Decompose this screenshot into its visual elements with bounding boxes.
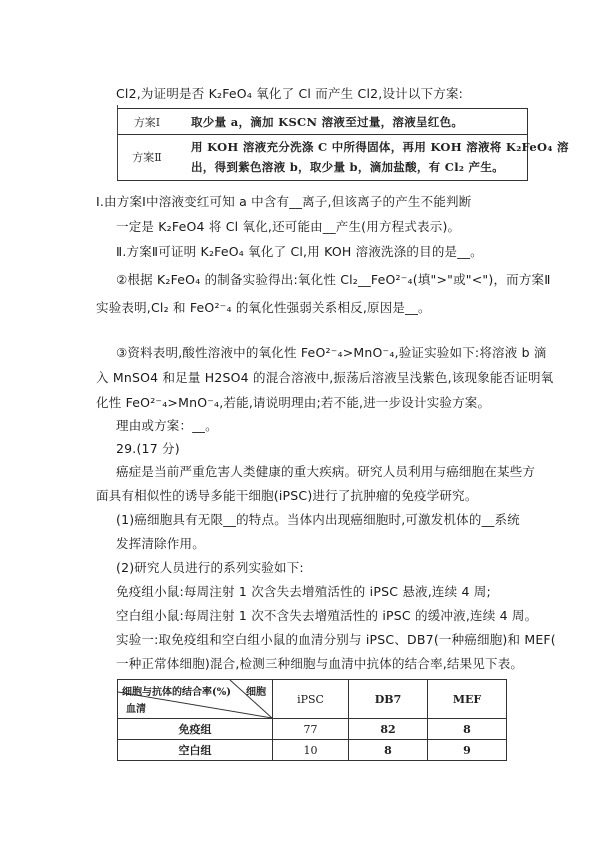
- question-text: Ⅱ.方案Ⅱ可证明 K₂FeO₄ 氧化了 Cl,用 KOH 溶液洗涤的目的是__。: [116, 244, 483, 259]
- problem-text: (2)研究人员进行的系列实验如下:: [116, 560, 304, 575]
- question-text: 实验表明,Cl₂ 和 FeO²⁻₄ 的氧化性强弱关系相反,原因是__。: [96, 300, 431, 315]
- corner-label-serum: 血清: [126, 704, 146, 715]
- question-text: 入 MnSO4 和足量 H2SO4 的混合溶液中,振荡后溶液呈浅紫色,该现象能否证明氧: [96, 370, 554, 385]
- problem-text: 空白组小鼠:每周注射 1 次不含失去增殖活性的 iPSC 的缓冲液,连续 4 周。: [116, 608, 538, 623]
- answer-prompt: 理由或方案：__。: [116, 418, 218, 433]
- scheme-label: 方案Ⅱ: [132, 151, 162, 164]
- problem-text: 面具有相似性的诱导多能干细胞(iPSC)进行了抗肿瘤的免疫学研究。: [96, 488, 478, 503]
- corner-label-cell: 细胞: [246, 687, 266, 698]
- table-cell: 10: [273, 740, 349, 761]
- question-text: Ⅰ.由方案Ⅰ中溶液变红可知 a 中含有__离子,但该离子的产生不能判断: [96, 194, 472, 209]
- scheme-row-1: [117, 108, 528, 135]
- question-text: ③资料表明,酸性溶液中的氧化性 FeO²⁻₄>MnO⁻₄,验证实验如下:将溶液 b 滴: [116, 345, 547, 360]
- corner-label-rate: 细胞与抗体的结合率(%): [122, 687, 231, 698]
- question-text: 一定是 K₂FeO4 将 Cl 氧化,还可能由__产生(用方程式表示)。: [116, 219, 461, 234]
- table-cell: 82: [349, 719, 428, 740]
- row-label: 免疫组: [118, 719, 273, 740]
- problem-text: 一种正常体细胞)混合,检测三种细胞与血清中抗体的结合率,结果见下表。: [116, 656, 524, 671]
- problem-text: 癌症是当前严重危害人类健康的重大疾病。研究人员利用与癌细胞在某些方: [116, 464, 536, 479]
- row-label: 空白组: [118, 740, 273, 761]
- scheme-text: 用 KOH 溶液充分洗涤 C 中所得固体，再用 KOH 溶液将 K₂FeO₄ 溶: [191, 140, 569, 154]
- column-header: DB7: [349, 680, 428, 719]
- problem-text: 免疫组小鼠:每周注射 1 次含失去增殖活性的 iPSC 悬液,连续 4 周;: [116, 584, 491, 599]
- table-row: [118, 719, 507, 740]
- table-cell: 8: [428, 719, 507, 740]
- table-cell: 9: [428, 740, 507, 761]
- scheme-text: 取少量 a，滴加 KSCN 溶液至过量，溶液呈红色。: [191, 115, 464, 129]
- scheme-label: 方案Ⅰ: [133, 116, 161, 129]
- problem-text: 实验一:取免疫组和空白组小鼠的血清分别与 iPSC、DB7(一种癌细胞)和 MEF(: [116, 632, 556, 647]
- table-row: [118, 740, 507, 761]
- scheme-row-2: [117, 134, 569, 181]
- problem-text: 发挥清除作用。: [116, 536, 205, 551]
- question-text: 化性 FeO²⁻₄>MnO⁻₄,若能,请说明理由;若不能,进一步设计实验方案。: [96, 395, 491, 410]
- question-text: ②根据 K₂FeO₄ 的制备实验得出:氧化性 Cl₂__FeO²⁻₄(填">"或"<")，而方案Ⅱ: [116, 272, 551, 287]
- problem-text: (1)癌细胞具有无限__的特点。当体内出现癌细胞时,可激发机体的__系统: [116, 512, 520, 527]
- scheme-table: [117, 105, 569, 181]
- table-header-row: [118, 680, 507, 719]
- scheme-text: 出，得到紫色溶液 b，取少量 b，滴加盐酸，有 Cl₂ 产生。: [191, 160, 504, 174]
- table-cell: 77: [273, 719, 349, 740]
- intro-line: Cl2,为证明是否 K₂FeO₄ 氧化了 Cl 而产生 Cl2,设计以下方案:: [116, 86, 464, 101]
- column-header: MEF: [428, 680, 507, 719]
- table-corner-cell: [118, 680, 273, 719]
- problem-header: 29.(17 分): [116, 441, 180, 456]
- table-cell: 8: [349, 740, 428, 761]
- result-table: [117, 679, 507, 761]
- column-header: iPSC: [273, 680, 349, 719]
